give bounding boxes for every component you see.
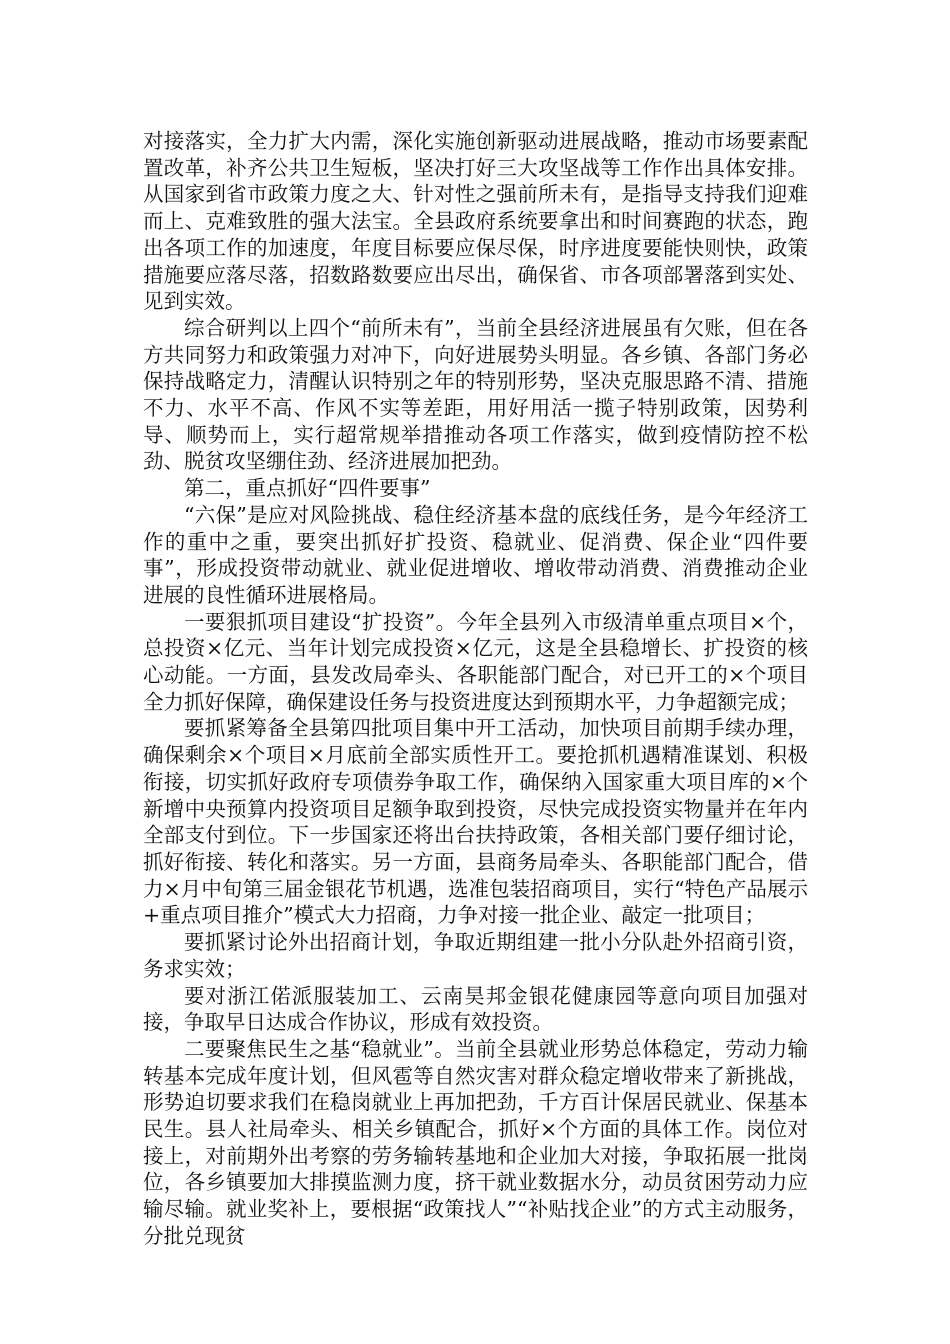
paragraph-investment-attraction: 要抓紧讨论外出招商计划，争取近期组建一批小分队赴外招商引资，务求实效； xyxy=(143,930,808,981)
paragraph-employment: 二要聚焦民生之基“稳就业”。当前全县就业形势总体稳定，劳动力输转基本完成年度计划，但风雹等自然灾害对群众稳定增收带来了新挑战，形势迫切要求我们在稳岗就业上再加把劲，千方百计保居民就业、保基本民生。县人社局牵头、相关乡镇配合，抓好×个方面的具体工作。岗位对接上，对前期外出考察的劳务输转基地和企业加大对接，争取拓展一批岗位，各乡镇要加大排摸监测力度，挤干就业数据水分，动员贫困劳动力应输尽输。就业奖补上，要根据“政策找人”“补贴找企业”的方式主动服务，分批兑现贫 xyxy=(143,1036,808,1248)
paragraph-six-guarantees: “六保”是应对风险挑战、稳住经济基本盘的底线任务，是今年经济工作的重中之重，要突出抓好扩投资、稳就业、促消费、保企业“四件要事”，形成投资带动就业、就业促进增收、增收带动消费、消费推动企业进展的良性循环进展格局。 xyxy=(143,502,808,607)
document-body xyxy=(143,128,808,1250)
paragraph-continuation: 对接落实，全力扩大内需，深化实施创新驱动进展战略，推动市场要素配置改革，补齐公共卫生短板，坚决打好三大攻坚战等工作作出具体安排。从国家到省市政策力度之大、针对性之强前所未有，是指导支持我们迎难而上、克难致胜的强大法宝。全县政府系统要拿出和时间赛跑的状态，跑出各项工作的加速度，年度目标要应保尽保，时序进度要能快则快，政策措施要应落尽落，招数路数要应出尽出，确保省、市各项部署落到实处、见到实效。 xyxy=(143,129,808,314)
paragraph-project-docking: 要对浙江偌派服装加工、云南昊邦金银花健康园等意向项目加强对接，争取早日达成合作协议，形成有效投资。 xyxy=(143,983,808,1035)
paragraph-assessment: 综合研判以上四个“前所未有”，当前全县经济进展虽有欠账，但在各方共同努力和政策强力对冲下，向好进展势头明显。各乡镇、各部门务必保持战略定力，清醒认识特别之年的特别形势，坚决克服思路不清、措施不力、水平不高、作风不实等差距，用好用活一揽子特别政策，因势利导、顺势而上，实行超常规举措推动各项工作落实，做到疫情防控不松劲、脱贫攻坚绷住劲、经济进展加把劲。 xyxy=(143,315,808,474)
section-heading: 第二，重点抓好“四件要事” xyxy=(184,476,431,501)
paragraph-project-startup: 要抓紧筹备全县第四批项目集中开工活动，加快项目前期手续办理，确保剩余×个项目×月底前全部实质性开工。要抢抓机遇精准谋划、积极衔接，切实抓好政府专项债券争取工作，确保纳入国家重大项目库的×个新增中央预算内投资项目足额争取到投资，尽快完成投资实物量并在年内全部支付到位。下一步国家还将出台扶持政策，各相关部门要仔细讨论，抓好衔接、转化和落实。另一方面，县商务局牵头、各职能部门配合，借力×月中旬第三届金银花节机遇，选准包装招商项目，实行“特色产品展示+重点项目推介”模式大力招商，力争对接一批企业、敲定一批项目； xyxy=(143,716,808,928)
paragraph-investment: 一要狠抓项目建设“扩投资”。今年全县列入市级清单重点项目×个，总投资×亿元、当年计划完成投资×亿元，这是全县稳增长、扩投资的核心动能。一方面，县发改局牵头、各职能部门配合，对已开工的×个项目全力抓好保障，确保建设任务与投资进度达到预期水平，力争超额完成； xyxy=(143,609,808,714)
